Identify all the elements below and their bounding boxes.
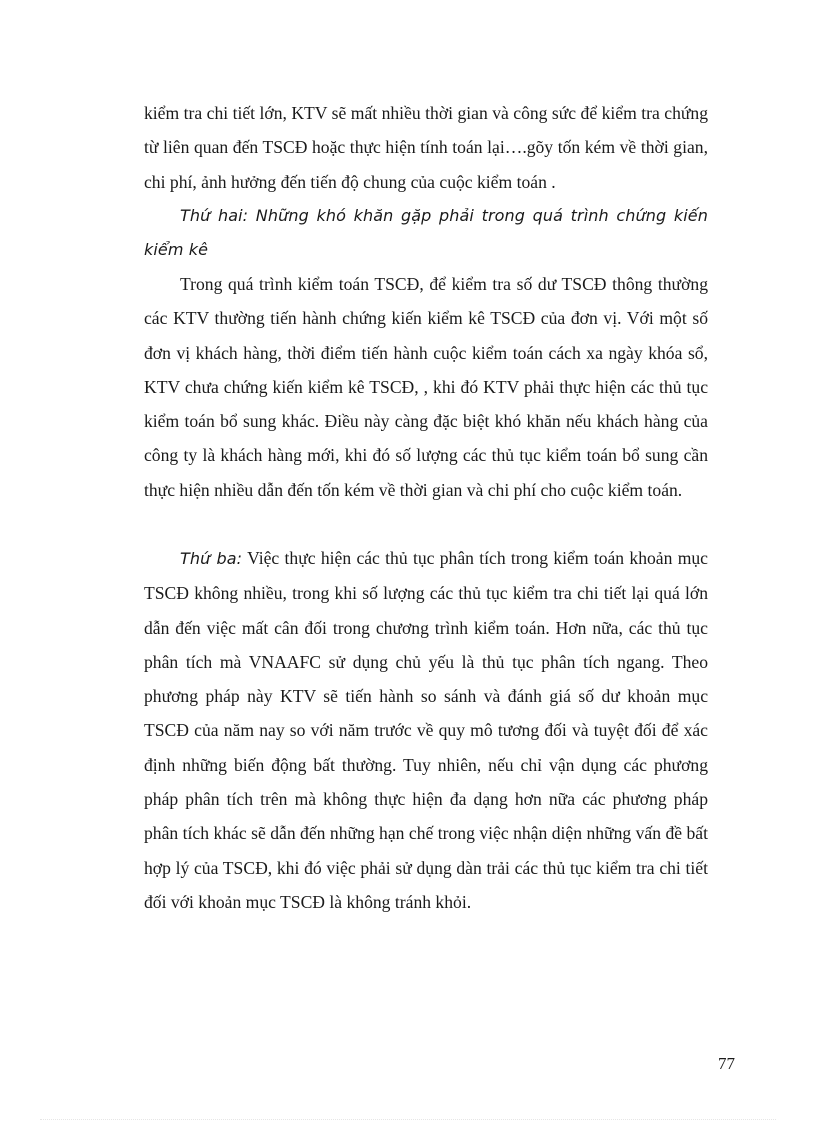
paragraph-thu-ba <box>144 541 708 919</box>
paragraph-continuation: kiểm tra chi tiết lớn, KTV sẽ mất nhiều thời gian và công sức để kiểm tra chứng từ liên quan đến TSCĐ hoặc thực hiện tính toán lại….gõy tốn kém về thời gian, chi phí, ảnh hưởng đến tiến độ chung của cuộc kiểm toán . <box>144 103 708 192</box>
section-heading-thu-hai: Thứ hai: Những khó khăn gặp phải trong quá trình chứng kiến kiểm kê <box>144 206 708 260</box>
page-number: 77 <box>718 1054 735 1073</box>
paragraph-kiem-ke: Trong quá trình kiểm toán TSCĐ, để kiểm tra số dư TSCĐ thông thường các KTV thường tiến hành chứng kiến kiểm kê TSCĐ của đơn vị. Với một số đơn vị khách hàng, thời điểm tiến hành cuộc kiểm toán cách xa ngày khóa sổ, KTV chưa chứng kiến kiểm kê TSCĐ, , khi đó KTV phải thực hiện các thủ tục kiểm toán bổ sung khác. Điều này càng đặc biệt khó khăn nếu khách hàng của công ty là khách hàng mới, khi đó số lượng các thủ tục kiểm toán bổ sung cần thực hiện nhiều dẫn đến tốn kém về thời gian và chi phí cho cuộc kiểm toán. <box>144 274 708 500</box>
section-lead-thu-ba: Thứ ba: <box>180 549 243 568</box>
page-bottom-divider <box>40 1119 776 1121</box>
paragraph-thu-ba-body: Việc thực hiện các thủ tục phân tích trong kiểm toán khoản mục TSCĐ không nhiều, trong khi số lượng các thủ tục kiểm tra chi tiết lại quá lớn dẫn đến việc mất cân đối trong chương trình kiểm toán. Hơn nữa, các thủ tục phân tích mà VNAAFC sử dụng chủ yếu là thủ tục phân tích ngang. Theo phương pháp này KTV sẽ tiến hành so sánh và đánh giá số dư khoản mục TSCĐ của năm nay so với năm trước về quy mô tương đối và tuyệt đối để xác định những biến động bất thường. Tuy nhiên, nếu chỉ vận dụng các phương pháp phân tích trên mà không thực hiện đa dạng hơn nữa các phương pháp phân tích khác sẽ dẫn đến những hạn chế trong việc nhận diện những vấn đề bất hợp lý của TSCĐ, khi đó việc phải sử dụng dàn trải các thủ tục kiểm tra chi tiết đối với khoản mục TSCĐ là không tránh khỏi. <box>144 548 708 912</box>
